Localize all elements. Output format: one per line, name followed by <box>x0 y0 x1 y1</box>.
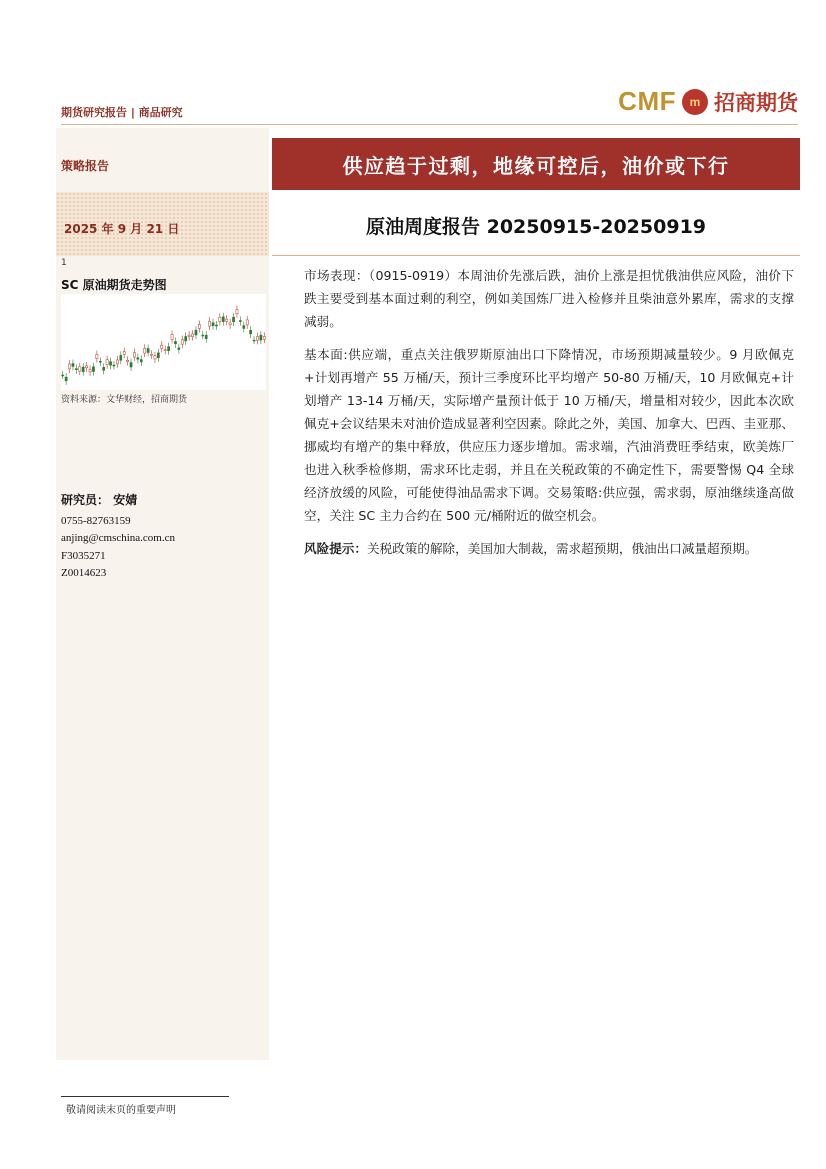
contact-phone: 0755-82763159 <box>61 515 131 527</box>
report-date: 2025 年 9 月 21 日 <box>64 222 180 236</box>
logo-badge-icon: m <box>682 89 708 115</box>
candle-body <box>113 365 115 366</box>
page-marker: 1 <box>61 258 67 268</box>
candle-body <box>120 355 122 360</box>
candle-body <box>79 367 81 371</box>
candle-body <box>198 324 200 328</box>
candle-body <box>106 360 108 365</box>
candle-body <box>168 347 170 351</box>
candle-body <box>246 320 248 325</box>
company-logo <box>618 86 798 117</box>
report-title: 供应趋于过剩，地缘可控后，油价或下行 <box>272 138 800 190</box>
candle-body <box>195 330 197 335</box>
report-body <box>304 264 794 570</box>
candle-body <box>89 370 91 372</box>
sidebar-panel <box>56 128 269 1060</box>
candle-body <box>150 354 152 355</box>
footer-disclaimer: 敬请阅读末页的重要声明 <box>66 1105 176 1116</box>
report-category: 期货研究报告 | 商品研究 <box>61 106 183 119</box>
candle-body <box>215 325 217 326</box>
candle-body <box>202 335 204 336</box>
researcher-label: 研究员： <box>61 493 110 507</box>
report-subtitle: 原油周度报告 20250915-20250919 <box>365 215 707 238</box>
contact-license-f: F3035271 <box>61 549 106 562</box>
candle-body <box>130 363 132 368</box>
candle-body <box>75 369 77 370</box>
candle-body <box>161 345 163 348</box>
candle-body <box>154 356 156 359</box>
candle-body <box>137 358 139 360</box>
candle-body <box>260 335 262 340</box>
candle-body <box>157 353 159 358</box>
researcher-name: 安婧 <box>113 493 138 507</box>
candle-body <box>253 340 255 341</box>
candle-body <box>140 360 142 362</box>
candle-body <box>92 367 94 372</box>
candle-body <box>239 320 241 321</box>
sc-crude-price-chart <box>61 294 266 390</box>
candle-body <box>236 309 238 313</box>
researcher <box>61 491 137 508</box>
candle-body <box>219 317 221 321</box>
candle-body <box>82 367 84 372</box>
candle-body <box>144 348 146 353</box>
market-performance-paragraph: 市场表现：（0915-0919）本周油价先涨后跌，油价上涨是担忧俄油供应风险，油价下跌主要受到基本面过剩的利空，例如美国炼厂进入检修并且柴油意外累库，需求的支撑减弱。 <box>304 268 794 329</box>
candle-body <box>174 341 176 343</box>
candle-body <box>178 348 180 350</box>
risk-label: 风险提示： <box>304 541 367 556</box>
candle-body <box>65 377 67 381</box>
candle-body <box>116 360 118 364</box>
risk-paragraph <box>304 537 794 560</box>
candle-body <box>243 326 245 329</box>
candle-body <box>250 330 252 334</box>
candle-body <box>181 340 183 345</box>
risk-text: 关税政策的解除，美国加大制裁，需求超预期，俄油出口减量超预期。 <box>366 541 758 556</box>
candle-body <box>229 323 231 325</box>
candle-body <box>68 364 70 369</box>
candle-body <box>86 366 88 368</box>
candle-body <box>147 348 149 352</box>
candle-body <box>72 364 74 367</box>
researcher-contact <box>61 513 175 582</box>
candle-body <box>185 336 187 340</box>
chart-title: SC 原油期货走势图 <box>61 278 167 292</box>
candle-body <box>222 317 224 322</box>
candle-body <box>188 335 190 336</box>
subtitle-divider <box>272 255 800 256</box>
contact-email[interactable]: anjing@cmschina.com.cn <box>61 532 175 545</box>
candle-body <box>62 375 64 376</box>
candle-body <box>191 334 193 337</box>
candle-body <box>96 354 98 358</box>
fundamentals-paragraph: 基本面:供应端，重点关注俄罗斯原油出口下降情况，市场预期减量较少。9 月欧佩克+计划再增产 55 万桶/天，预计三季度环比平均增产 50-80 万桶/天，10 月欧佩克+计划增产 13-14 万桶/天，实际增产量预计低于 10 万桶/天，增量相对较少，因此本次欧佩克+会议结果未对油价造成显著利空因素。除此之外，美国、加拿大、巴西、圭亚那、挪威均有增产的集中释放，供应压力逐步增加。需求端，汽油消费旺季结束，欧美炼厂也进入秋季检修期，需求环比走弱，并且在关税政策的不确定性下，需要警惕 Q4 全球经济放缓的风险，可能使得油品需求下调。交易策略:供应强，需求弱，原油继续逢高做空，关注 SC 主力合约在 500 元/桶附近的做空机会。 <box>304 347 794 523</box>
contact-license-z: Z0014623 <box>61 566 107 579</box>
footer-divider <box>61 1096 229 1097</box>
candle-body <box>226 319 228 321</box>
candle-body <box>171 334 173 339</box>
candle-body <box>212 323 214 326</box>
candle-body <box>256 337 258 341</box>
candlestick-chart <box>61 294 266 390</box>
header-divider <box>61 124 798 125</box>
candle-body <box>99 361 101 362</box>
candle-body <box>123 352 125 355</box>
candle-body <box>263 336 265 339</box>
candle-body <box>127 360 129 361</box>
candle-body <box>209 321 211 326</box>
logo-company-name: 招商期货 <box>714 90 798 115</box>
report-type: 策略报告 <box>61 159 110 173</box>
candle-body <box>133 353 135 358</box>
candle-body <box>103 367 105 370</box>
candle-body <box>205 335 207 339</box>
candle-body <box>109 362 111 366</box>
logo-text: CMF <box>618 86 676 116</box>
candle-body <box>232 317 234 322</box>
chart-source: 资料来源：文华财经，招商期货 <box>61 395 188 405</box>
candle-body <box>164 350 166 351</box>
